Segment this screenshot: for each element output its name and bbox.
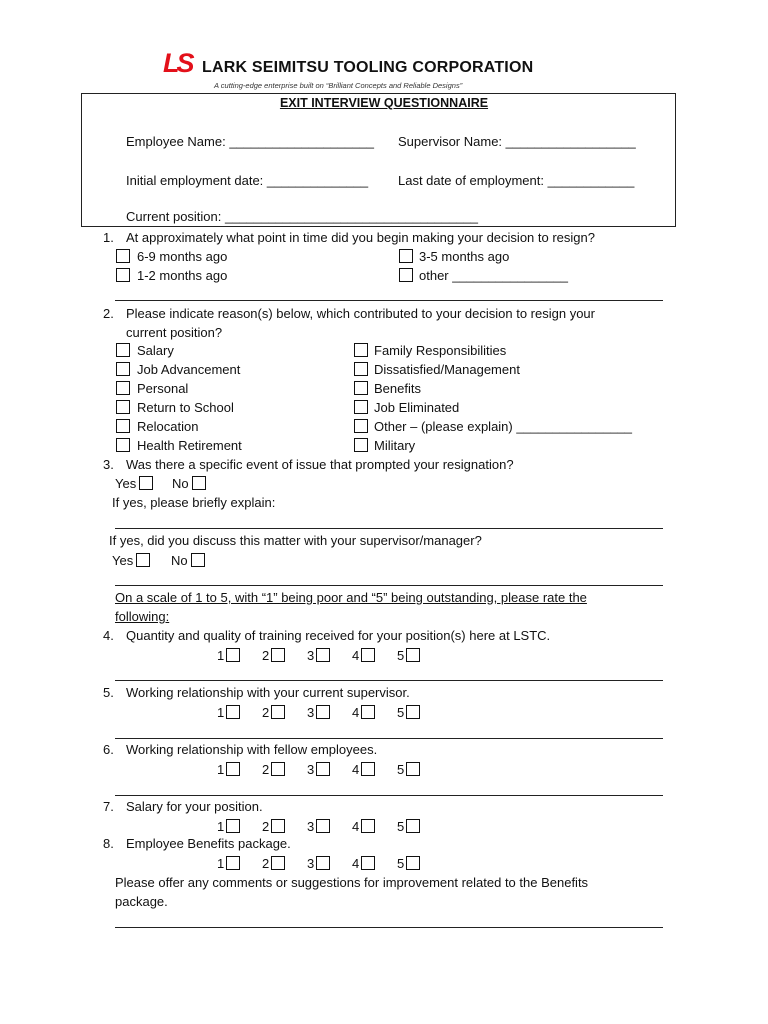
q6-rating-checkbox-5[interactable] <box>406 762 420 776</box>
q3-number: 3. <box>103 457 114 472</box>
q2-checkbox-relocation[interactable] <box>116 419 130 433</box>
q5-rating-label-4: 4 <box>352 705 360 720</box>
comments-answer-line[interactable] <box>115 927 663 928</box>
q7-rating-checkbox-1[interactable] <box>226 819 240 833</box>
q6-rating-checkbox-1[interactable] <box>226 762 240 776</box>
q1-label-3-5-months: 3-5 months ago <box>419 249 510 264</box>
q5-answer-line[interactable] <box>115 738 663 739</box>
q1-answer-line[interactable] <box>115 300 663 301</box>
q7-rating-label-5: 5 <box>397 819 405 834</box>
q8-rating-label-2: 2 <box>262 856 270 871</box>
current-position-field[interactable]: Current position: ___________________________________ <box>126 209 479 224</box>
q6-rating-checkbox-4[interactable] <box>361 762 375 776</box>
header-info-box <box>81 93 676 227</box>
employee-name-field[interactable]: Employee Name: ____________________ <box>126 134 374 149</box>
q2-text-line2: current position? <box>126 325 223 340</box>
q2-checkbox-personal[interactable] <box>116 381 130 395</box>
q2-label-salary: Salary <box>137 343 174 358</box>
q2-text-line1: Please indicate reason(s) below, which contributed to your decision to resign your <box>126 306 595 321</box>
q5-rating-checkbox-1[interactable] <box>226 705 240 719</box>
scale-intro-line1: On a scale of 1 to 5, with “1” being poor and “5” being outstanding, please rate the <box>115 590 587 605</box>
q8-number: 8. <box>103 836 114 851</box>
q8-rating-label-5: 5 <box>397 856 405 871</box>
q4-answer-line[interactable] <box>115 680 663 681</box>
q5-rating-checkbox-3[interactable] <box>316 705 330 719</box>
q6-answer-line[interactable] <box>115 795 663 796</box>
q3-followup-no-label: No <box>171 553 188 568</box>
q5-rating-label-5: 5 <box>397 705 405 720</box>
q2-label-job-eliminated: Job Eliminated <box>374 400 460 415</box>
q5-rating-label-3: 3 <box>307 705 315 720</box>
q7-text: Salary for your position. <box>126 799 263 814</box>
q1-checkbox-6-9-months[interactable] <box>116 249 130 263</box>
q3-no-label: No <box>172 476 189 491</box>
q5-rating-checkbox-5[interactable] <box>406 705 420 719</box>
q5-rating-label-1: 1 <box>217 705 225 720</box>
form-title: EXIT INTERVIEW QUESTIONNAIRE <box>279 96 489 110</box>
company-tagline: A cutting-edge enterprise built on “Brilliant Concepts and Reliable Designs” <box>214 81 463 90</box>
q8-rating-checkbox-2[interactable] <box>271 856 285 870</box>
q7-rating-checkbox-4[interactable] <box>361 819 375 833</box>
company-logo: LS <box>163 48 192 78</box>
q3-yes-checkbox[interactable] <box>139 476 153 490</box>
q3-followup-text: If yes, did you discuss this matter with your supervisor/manager? <box>109 533 482 548</box>
q4-rating-checkbox-5[interactable] <box>406 648 420 662</box>
q8-rating-checkbox-3[interactable] <box>316 856 330 870</box>
q3-explain-line[interactable] <box>115 528 663 529</box>
q2-label-benefits: Benefits <box>374 381 421 396</box>
q2-checkbox-salary[interactable] <box>116 343 130 357</box>
q7-number: 7. <box>103 799 114 814</box>
q4-rating-checkbox-3[interactable] <box>316 648 330 662</box>
scale-intro-line2: following: <box>115 609 170 624</box>
q4-rating-label-4: 4 <box>352 648 360 663</box>
q4-rating-checkbox-2[interactable] <box>271 648 285 662</box>
q4-rating-label-1: 1 <box>217 648 225 663</box>
q2-checkbox-benefits[interactable] <box>354 381 368 395</box>
initial-employment-date-field[interactable]: Initial employment date: ______________ <box>126 173 369 188</box>
q7-rating-label-3: 3 <box>307 819 315 834</box>
q6-rating-label-5: 5 <box>397 762 405 777</box>
q4-number: 4. <box>103 628 114 643</box>
q4-rating-label-2: 2 <box>262 648 270 663</box>
q2-checkbox-other[interactable] <box>354 419 368 433</box>
q7-rating-label-4: 4 <box>352 819 360 834</box>
q5-rating-checkbox-4[interactable] <box>361 705 375 719</box>
q5-text: Working relationship with your current supervisor. <box>126 685 410 700</box>
q2-checkbox-dissatisfied[interactable] <box>354 362 368 376</box>
q2-label-other: Other – (please explain) ________________ <box>374 419 633 434</box>
q8-rating-label-3: 3 <box>307 856 315 871</box>
q8-rating-label-1: 1 <box>217 856 225 871</box>
q7-rating-label-2: 2 <box>262 819 270 834</box>
q4-rating-label-3: 3 <box>307 648 315 663</box>
q2-label-military: Military <box>374 438 416 453</box>
q1-label-other: other ________________ <box>419 268 568 283</box>
company-name: LARK SEIMITSU TOOLING CORPORATION <box>202 59 534 76</box>
q5-rating-label-2: 2 <box>262 705 270 720</box>
q8-rating-label-4: 4 <box>352 856 360 871</box>
q3-followup-yes-checkbox[interactable] <box>136 553 150 567</box>
q4-rating-checkbox-1[interactable] <box>226 648 240 662</box>
q2-checkbox-job-eliminated[interactable] <box>354 400 368 414</box>
q4-text: Quantity and quality of training received for your position(s) here at LSTC. <box>126 628 551 643</box>
q5-number: 5. <box>103 685 114 700</box>
q4-rating-checkbox-4[interactable] <box>361 648 375 662</box>
q3-text: Was there a specific event of issue that prompted your resignation? <box>126 457 514 472</box>
q1-text: At approximately what point in time did you begin making your decision to resign? <box>126 230 595 245</box>
q7-rating-checkbox-5[interactable] <box>406 819 420 833</box>
q6-rating-label-2: 2 <box>262 762 270 777</box>
q6-rating-label-1: 1 <box>217 762 225 777</box>
q4-rating-label-5: 5 <box>397 648 405 663</box>
q7-rating-label-1: 1 <box>217 819 225 834</box>
q8-rating-checkbox-1[interactable] <box>226 856 240 870</box>
q2-label-return-to-school: Return to School <box>137 400 234 415</box>
q1-number: 1. <box>103 230 114 245</box>
q6-rating-label-3: 3 <box>307 762 315 777</box>
q1-label-6-9-months: 6-9 months ago <box>137 249 228 264</box>
q3-explain-label: If yes, please briefly explain: <box>112 495 276 510</box>
q2-checkbox-return-to-school[interactable] <box>116 400 130 414</box>
q8-rating-checkbox-4[interactable] <box>361 856 375 870</box>
q3-no-checkbox[interactable] <box>192 476 206 490</box>
q1-label-1-2-months: 1-2 months ago <box>137 268 228 283</box>
comments-prompt-line2: package. <box>115 894 168 909</box>
last-employment-date-field[interactable]: Last date of employment: ____________ <box>398 173 635 188</box>
q8-text: Employee Benefits package. <box>126 836 291 851</box>
q6-text: Working relationship with fellow employees. <box>126 742 378 757</box>
q2-label-family: Family Responsibilities <box>374 343 507 358</box>
comments-prompt-line1: Please offer any comments or suggestions for improvement related to the Benefits <box>115 875 589 890</box>
q3-followup-line[interactable] <box>115 585 663 586</box>
q2-checkbox-job-advancement[interactable] <box>116 362 130 376</box>
q2-checkbox-family[interactable] <box>354 343 368 357</box>
q5-rating-checkbox-2[interactable] <box>271 705 285 719</box>
q2-label-job-advancement: Job Advancement <box>137 362 241 377</box>
q2-number: 2. <box>103 306 114 321</box>
q3-followup-no-checkbox[interactable] <box>191 553 205 567</box>
q2-checkbox-health-retirement[interactable] <box>116 438 130 452</box>
q2-label-relocation: Relocation <box>137 419 199 434</box>
q2-label-health-retirement: Health Retirement <box>137 438 242 453</box>
q7-rating-checkbox-3[interactable] <box>316 819 330 833</box>
q2-label-personal: Personal <box>137 381 189 396</box>
q7-rating-checkbox-2[interactable] <box>271 819 285 833</box>
q3-yes-label: Yes <box>115 476 137 491</box>
q8-rating-checkbox-5[interactable] <box>406 856 420 870</box>
q2-checkbox-military[interactable] <box>354 438 368 452</box>
q6-rating-checkbox-3[interactable] <box>316 762 330 776</box>
q1-checkbox-3-5-months[interactable] <box>399 249 413 263</box>
q1-checkbox-1-2-months[interactable] <box>116 268 130 282</box>
q3-followup-yes-label: Yes <box>112 553 134 568</box>
q1-checkbox-other[interactable] <box>399 268 413 282</box>
q6-number: 6. <box>103 742 114 757</box>
q6-rating-label-4: 4 <box>352 762 360 777</box>
supervisor-name-field[interactable]: Supervisor Name: __________________ <box>398 134 636 149</box>
q6-rating-checkbox-2[interactable] <box>271 762 285 776</box>
q2-label-dissatisfied: Dissatisfied/Management <box>374 362 520 377</box>
